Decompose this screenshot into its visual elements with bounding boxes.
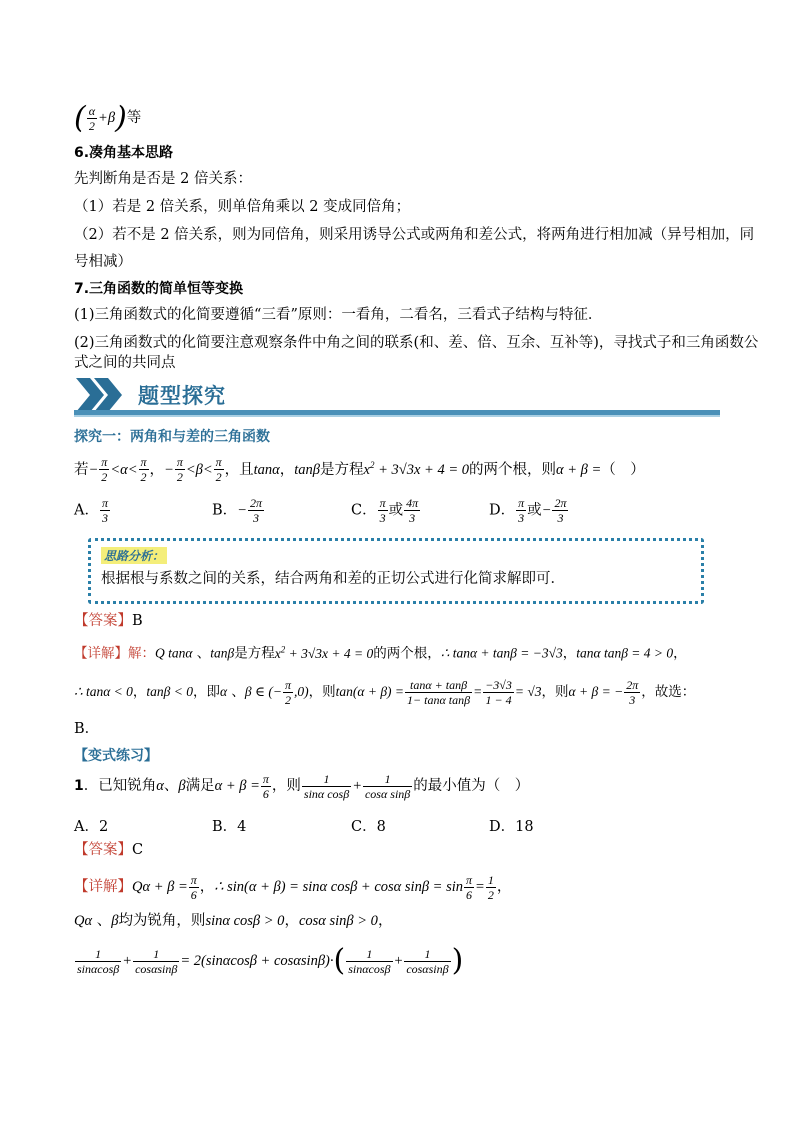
variant-heading: 【变式练习】 [74,748,158,764]
section6-heading: 6.凑角基本思路 [74,145,174,161]
double-chevron-icon [74,378,126,412]
explore1-final: B． [74,721,100,737]
section-banner [74,376,720,420]
section7-heading: 7.三角函数的简单恒等变换 [74,281,244,297]
top-fragment: ( $\frac{\alpha}{2}$ +β)等 [74,100,142,136]
variant-detail-line1: 【详解】Qα + β = $\frac{\pi}{6}$ ，∴ sin(α + β) = sinα cosβ + cosα sinβ = sin $\frac{\pi}{6}$ = $\frac{1}{2}$ ， [74,872,512,902]
hint-box [88,538,704,604]
variant-answer: 【答案】C [74,842,144,858]
banner-bar-light [74,415,720,417]
variant-detail-line3: $\frac{1}{\sin\alpha\cos\beta}$ + $\frac{1}{\cos\alpha\sin\beta}$ = 2(sinαcosβ + cosαsinβ)·( $\frac{1}{\sin\alpha\cos\beta}$ + $\frac{1}{\cos\alpha\sin\beta}$ ) [77,943,464,978]
explore1-answer: 【答案】B [74,613,143,629]
section7-line2: (2)三角函数式的化简要注意观察条件中角之间的联系(和、差、倍、互余、互补等)，寻找式子和三角函数公 [74,335,759,351]
variant-option-d: D．18 [489,819,534,835]
variant-question: 1．已知锐角α、β满足α + β = $\frac{\pi}{6}$ ，则 $\frac{1}{\text{sinα cosβ}}$ + $\frac{1}{\text{cosα sinβ}}$ 的最小值为（ ） [74,771,530,801]
option-b: B．− $\frac{2\pi}{3}$ [212,496,262,525]
variant-option-c: C．8 [351,819,386,835]
option-c: C． $\frac{\pi}{3}$ 或 $\frac{4\pi}{3}$ [351,496,419,525]
hint-tag: 思路分析： [101,547,167,564]
section7-line1: (1)三角函数式的化简要遵循“三看”原则：一看角，二看名，三看式子结构与特征． [74,307,603,323]
variant-detail-line2: Qα 、β均为锐角，则sinα cosβ > 0，cosα sinβ > 0， [74,913,393,929]
hint-text: 根据根与系数之间的关系，结合两角和差的正切公式进行化简求解即可． [101,571,565,587]
section6-line4: 号相减） [74,254,132,270]
option-a: A． $\frac{\pi}{3}$ [74,496,108,525]
section6-line3: （2）若不是 2 倍关系，则为同倍角，则采用诱导公式或两角和差公式，将两角进行相加减（异号相加，同 [74,227,755,243]
option-d: D． $\frac{\pi}{3}$ 或− $\frac{2\pi}{3}$ [489,496,567,525]
variant-option-b: B．4 [212,819,247,835]
variant-option-a: A．2 [74,819,109,835]
section6-line2: （1）若是 2 倍关系，则单倍角乘以 2 变成同倍角； [74,199,411,215]
explore1-question: 若− $\frac{\pi}{2}$ <α< $\frac{\pi}{2}$ ，− $\frac{\pi}{2}$ <β< $\frac{\pi}{2}$ ，且tanα，tanβ是方程$x^2 + 3√3x + 4 = 0$的两个根，则α + β =（ ） [74,455,645,485]
explore1-detail-line1: 【详解】解：Q tanα 、tanβ是方程$x^2 + 3√3x + 4 = 0$的两个根，∴ tanα + tanβ = −3√3，tanα tanβ = 4 > 0， [74,644,687,662]
explore1-detail-line2: ∴ tanα < 0，tanβ < 0，即α 、β ∈ (− $\frac{\pi}{2}$ ,0)，则tan(α + β) = $\frac{\tan\alpha + \tan\beta}{\text{1− tanα tanβ}}$ = $\frac{-3√3}{1 - 4}$ = √3，则α + β = − $\frac{2\pi}{3}$ ，故选： [74,678,696,707]
banner-title: 题型探究 [138,384,226,408]
section6-line1: 先判断角是否是 2 倍关系： [74,171,252,187]
section7-line3: 式之间的共同点 [74,355,176,371]
explore1-heading: 探究一：两角和与差的三角函数 [74,429,270,445]
